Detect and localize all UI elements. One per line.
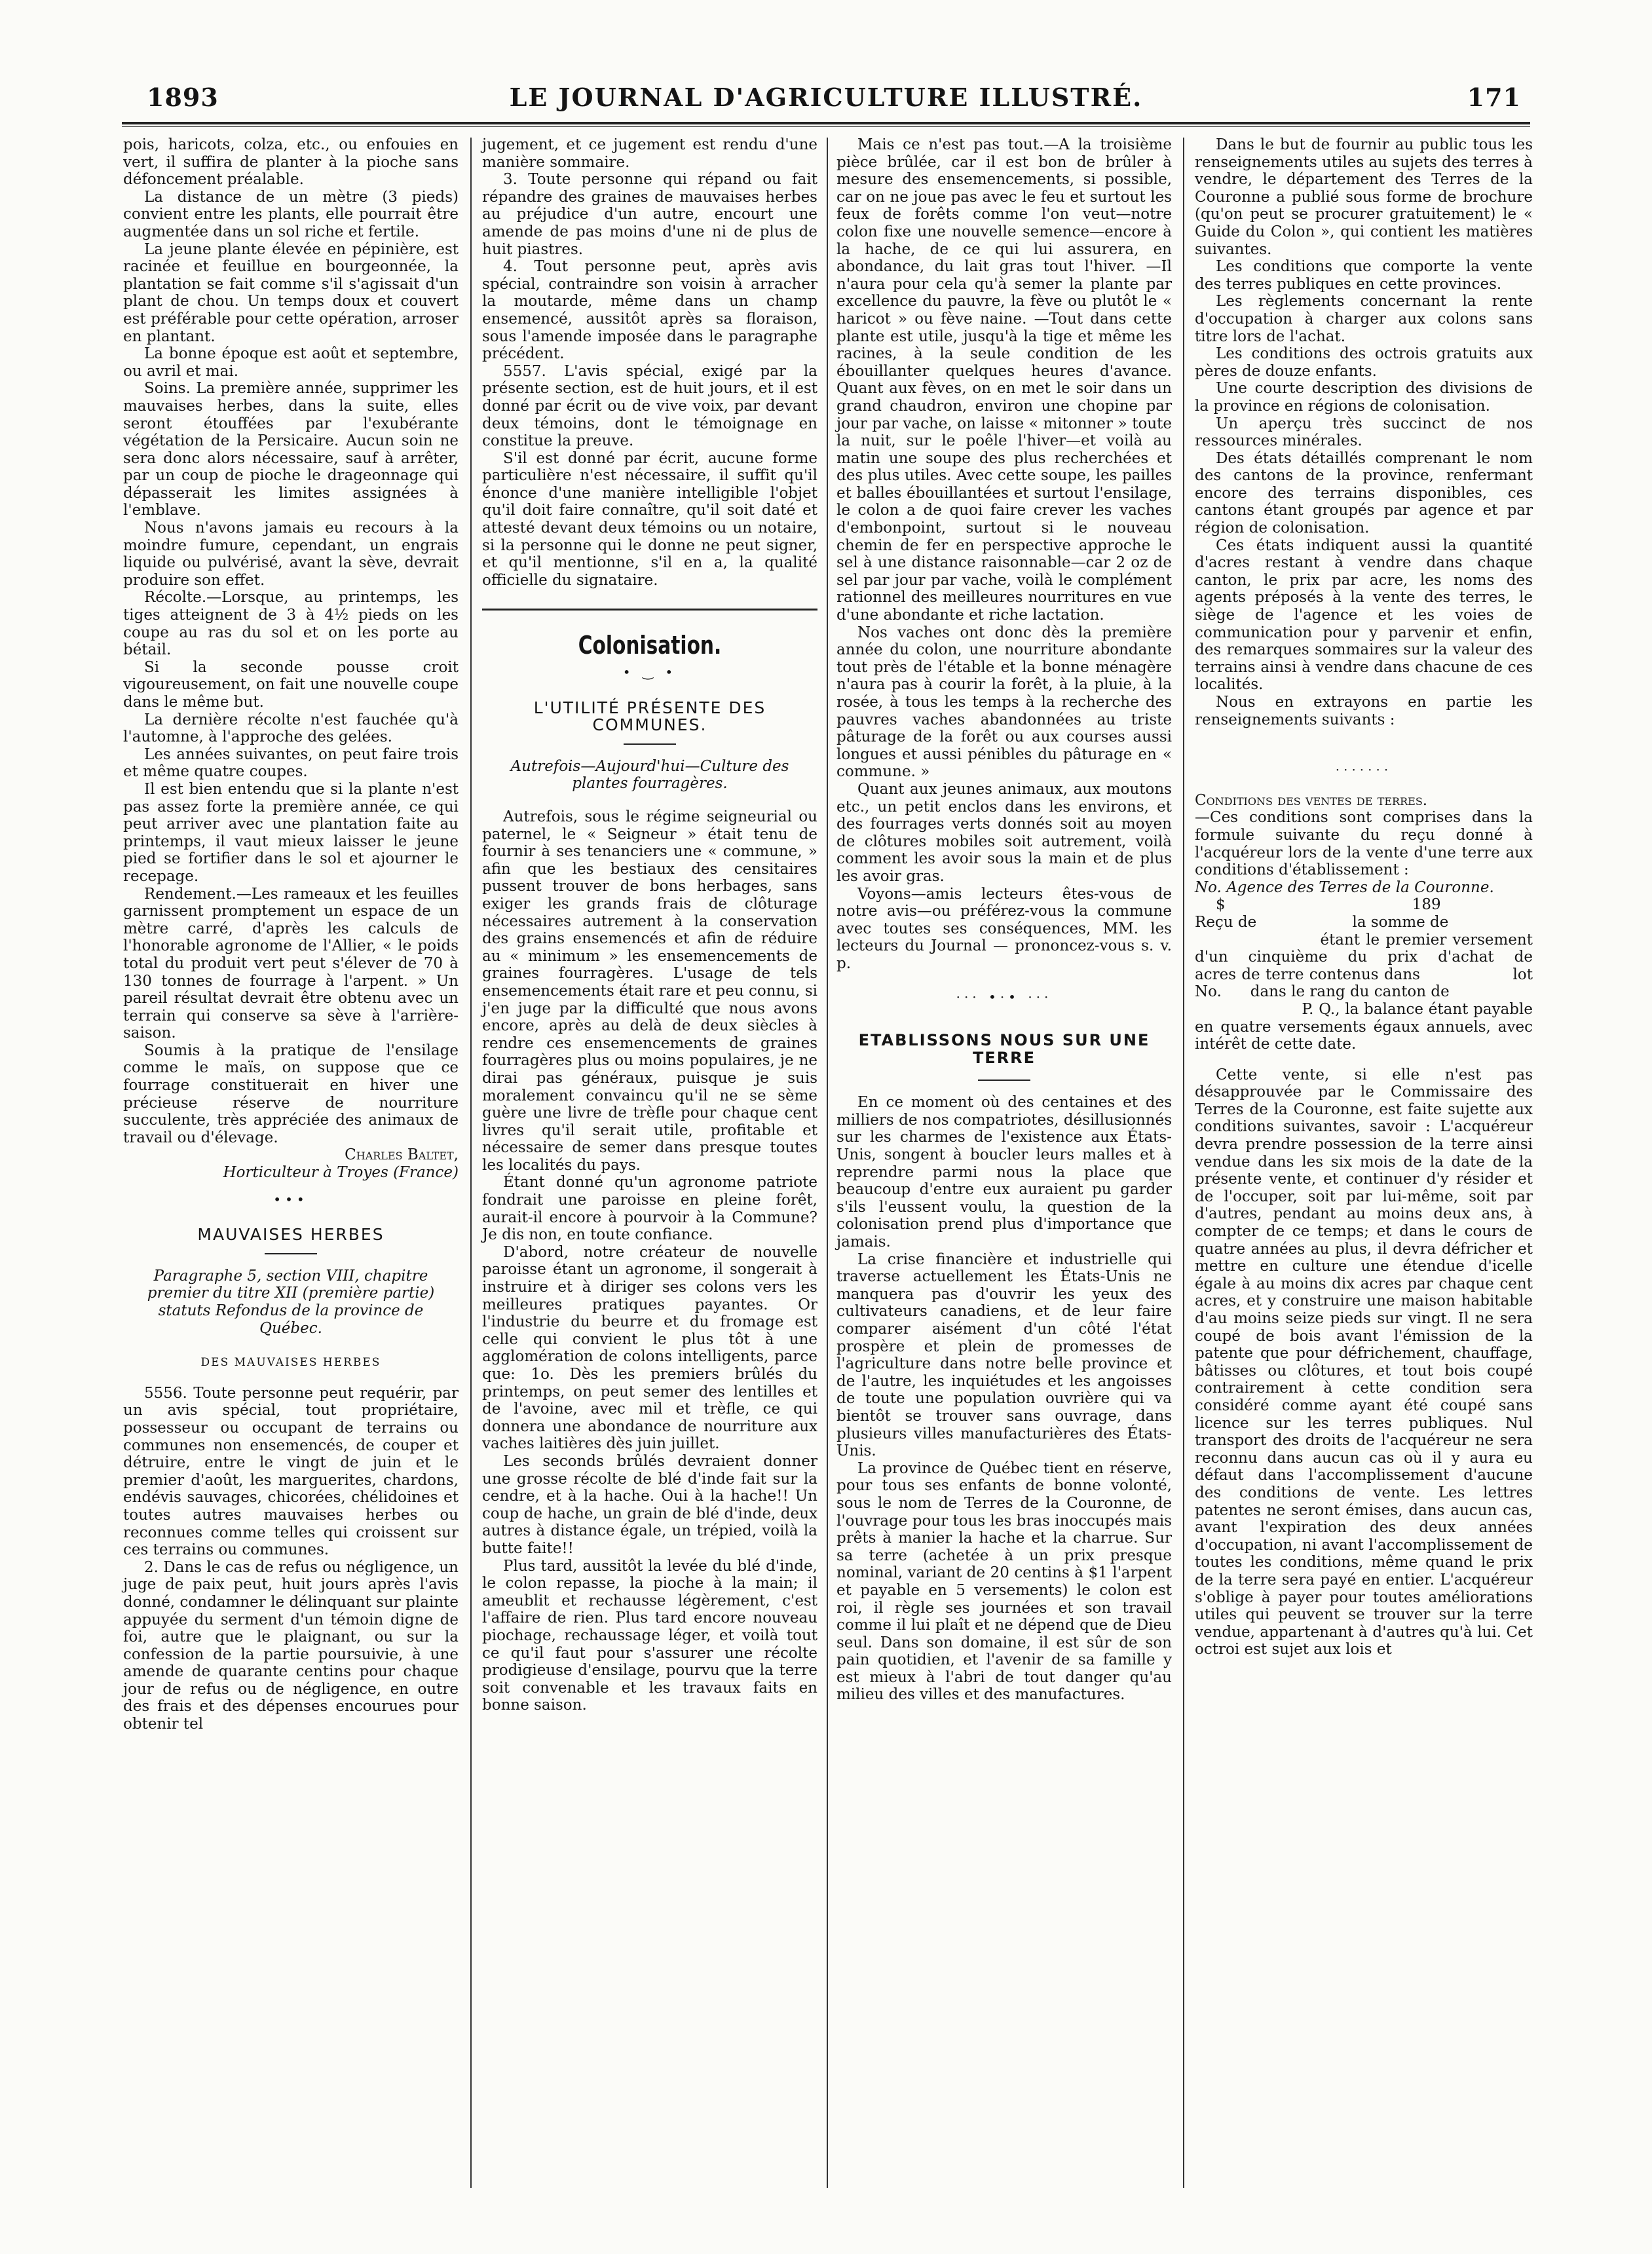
paragraph: Les conditions des octrois gratuits aux pères de douze enfants. [1195, 345, 1533, 380]
paragraph: Il est bien entendu que si la plante n'est pas assez forte la première année, ce qui peut arriver avec une plantation faite au printemps, il vaut mieux laisser le jeune pied se fortifier dans le sol et ajourner le recepage. [123, 780, 459, 885]
paragraph: 5556. Toute personne peut requérir, par un avis spécial, tout propriétaire, possesseur ou occupant de terrains ou communes non ensemencés, de couper et détruire, entre le vingt de juin et le premier d'août, les marguerites, chardons, endévis sauvages, chicorées, chélidoines et toutes autres mauvaises herbes ou reconnues comme telles qui croissent sur ces terrains ou communes. [123, 1384, 459, 1559]
paragraph: La jeune plante élevée en pépinière, est racinée et feuillue en bourgeonnée, la plantation se fait comme s'il s'agissait d'un plant de chou. Un temps doux et couvert est préférable pour cette opération, arroser en plantant. [123, 240, 459, 345]
paragraph: pois, haricots, colza, etc., ou enfouies en vert, il suffira de planter à la pioche sans défoncement préalable. [123, 136, 459, 189]
paragraph: La crise financière et industrielle qui traverse actuellement les États-Unis ne manquera pas d'ouvrir les yeux des cultivateurs canadiens, et de leur faire comparer aisément d'un côté l'état prospère et plein de promesses de l'agriculture dans notre belle province et de l'autre, les inquiétudes et les angoisses de toute une population ouvrière qui va bientôt se trouver sans ouvrage, dans plusieurs villes manufacturières des États-Unis. [836, 1250, 1172, 1460]
ornament-separator: ··· •·• ··· [956, 988, 1053, 1005]
paragraph: S'il est donné par écrit, aucune forme particulière n'est nécessaire, il suffit qu'il énonce d'une manière intelligible l'objet qu'il doit faire connaître, qu'il soit daté et attesté devant deux témoins ou un notaire, si la personne qui le donne ne peut signer, et qu'il mentionne, s'il en a, la qualité officielle du signataire. [482, 449, 817, 589]
paragraph: La bonne époque est août et septembre, ou avril et mai. [123, 345, 459, 380]
short-rule [978, 1080, 1030, 1081]
paragraph: Nos vaches ont donc dès la première année du colon, une nourriture abondante tout près de l'étable et la bonne ménagère n'aura pas à courir la forêt, à la pluie, à la rosée, à tous les temps à la recherche des pauvres vaches abandonnées au triste pâturage de la forêt ou aux courses aussi longues et aussi pénibles du pâturage en « commune. » [836, 624, 1172, 781]
paragraph: En ce moment où des centaines et des milliers de nos compatriotes, désillusionnés sur les charmes de l'existence aux États-Unis, songent à boucler leurs malles et à reprendre parmi nous la place que beaucoup d'entre eux auraient pu garder s'ils l'eussent voulu, la question de la colonisation prend plus d'importance que jamais. [836, 1094, 1172, 1251]
short-rule [624, 743, 676, 745]
ornament-separator: • ‿ • [622, 664, 677, 681]
article-title-etablissons: ETABLISSONS NOUS SUR UNE TERRE [858, 1031, 1150, 1067]
paragraph: Voyons—amis lecteurs êtes-vous de notre avis—ou préférez-vous la commune avec toutes ses conséquences, MM. les lecteurs du Journal — prononcez-vous s. v. p. [836, 885, 1172, 972]
column-divider-3 [1183, 138, 1184, 2188]
column-divider-2 [827, 138, 828, 2188]
paragraph: D'abord, notre créateur de nouvelle paroisse étant un agronome, il songerait à instruire et à diriger ses colons vers les meilleures pratiques payantes. Or l'industrie du beurre et du fromage est celle qui convient le plus tôt à une agglomération de colons intelligents, parce que: 1o. Dès les premiers brûlés du printemps, on peut semer des lentilles et de l'avoine, avec mil et trèfle, ce qui donnera une abondance de nourriture aux vaches laitières dès juin juillet. [482, 1243, 817, 1453]
paragraph: 3. Toute personne qui répand ou fait répandre des graines de mauvaises herbes au préjudice d'un autre, encourt une amende de pas moins d'une ni de plus de huit piastres. [482, 171, 817, 258]
column-divider-1 [470, 138, 472, 2188]
subheading-conditions: Conditions des ventes de terres. [1195, 791, 1428, 809]
paragraph: Récolte.—Lorsque, au printemps, les tiges atteignent de 3 à 4½ pieds on les coupe au ras du sol et on les porte au bétail. [123, 589, 459, 659]
form-amount-line: $ 189 [1216, 896, 1441, 914]
paragraph: Autrefois, sous le régime seigneurial ou paternel, le « Seigneur » était tenu de fournir à ses tenanciers une « commune, » afin que les bestiaux des censitaires pussent trouver de bons herbages, sans exiger les grands frais de clôturage nécessaires autrement à la conservation des grains ensemencés et afin de réduire au « minimum » les ensemencements de graines fourragères. L'usage de tels ensemencements était rare et peu connu, si j'en juge par la difficulté que nous avons encore, après au delà de deux siècles à rendre ces ensemencements de graines fourragères plus ou moins populaires, je ne dirai pas généraux, puisque je suis moralement convaincu qu'il ne se sème guère une livre de trèfle pour chaque cent livres qu'il serait utile, profitable et nécessaire de semer dans presque toutes les localités du pays. [482, 808, 817, 1174]
paragraph: La distance de un mètre (3 pieds) convient entre les plants, elle pourrait être augmentée dans un sol riche et fertile. [123, 188, 459, 240]
paragraph: Un aperçu très succinct de nos ressources minérales. [1195, 415, 1533, 450]
paragraph: Une courte description des divisions de la province en régions de colonisation. [1195, 380, 1533, 415]
paragraph: Si la seconde pousse croit vigoureusement, on fait une nouvelle coupe dans le même but. [123, 658, 459, 711]
paragraph: Nous n'avons jamais eu recours à la moindre fumure, cependant, un engrais liquide ou pulvérisé, avant la sève, devrait produire son effet. [123, 519, 459, 589]
ornament-separator: ••• [273, 1191, 309, 1207]
statute-reference: Paragraphe 5, section VIII, chapitre premier du titre XII (première partie) statuts Refondus de la province de Québec. [147, 1267, 435, 1337]
column-3 [836, 136, 1172, 2213]
paragraph: 5557. L'avis spécial, exigé par la présente section, est de huit jours, et il est donné par écrit ou de vive voix, par devant deux témoins, dont le témoignage en constitue la preuve. [482, 362, 817, 450]
header-rule [122, 122, 1530, 124]
paragraph: Les règlements concernant la rente d'occupation à charger aux colons sans titre lors de l'achat. [1195, 293, 1533, 345]
paragraph: 4. Tout personne peut, après avis spécial, contraindre son voisin à arracher la moutarde, même dans un champ ensemencé, aussitôt après sa floraison, sous l'amende imposée dans le paragraphe précédent. [482, 258, 817, 363]
paragraph: Soumis à la pratique de l'ensilage comme le maïs, on suppose que ce fourrage constituerait en hiver une précieuse réserve de nourriture succulente, très appréciée des animaux de travail ou d'élevage. [123, 1042, 459, 1146]
paragraph: Ces états indiquent aussi la quantité d'acres restant à vendre dans chaque canton, le prix par acre, les noms des agents préposés à la vente des terres, le siège de l'agence et les voies de communication pour y parvenir et enfin, des remarques sommaires sur la valeur des terrains ainsi à vendre dans chacune de ces localités. [1195, 536, 1533, 694]
signature-name: Charles Baltet, [345, 1146, 459, 1164]
short-rule [265, 1253, 317, 1254]
form-balance: P. Q., la balance étant payable en quatre versements égaux annuels, avec intérêt de cette date. [1195, 1000, 1538, 1053]
signature-place: Horticulteur à Troyes (France) [223, 1164, 459, 1182]
header-page-number: 171 [1467, 83, 1521, 112]
paragraph: Les conditions que comporte la vente des terres publiques en cette provinces. [1195, 258, 1533, 293]
paragraph: Rendement.—Les rameaux et les feuilles garnissent promptement un espace de un mètre carré, d'après les calculs de l'honorable agronome de l'Allier, « le poids total du produit vert peut s'élever de 70 à 130 tonnes de fourrage à l'arpent. » Un pareil résultat devrait être obtenu avec un terrain qui conserve sa sève à l'arrière-saison. [123, 885, 459, 1042]
paragraph: Des états détaillés comprenant le nom des cantons de la province, renfermant encore des terrains disponibles, ces cantons étant groupés par agence et par région de colonisation. [1195, 449, 1533, 537]
paragraph: Dans le but de fournir au public tous les renseignements utiles au sujets des terres à vendre, le département des Terres de la Couronne a publié sous forme de brochure (qu'on peut se procurer gratuitement) le « Guide du Colon », qui contient les matières suivantes. [1195, 136, 1533, 258]
column-4 [1195, 136, 1629, 2213]
paragraph: La province de Québec tient en réserve, pour tous ses enfants de bonne volonté, sous le nom de Terres de la Couronne, de l'ouvrage pour tous les bras inoccupés mais prêts à manier la hache et la charrue. Sur sa terre (achetée à un prix presque nominal, variant de 20 centins à $1 l'arpent et payable en 5 versements) le colon est roi, il règle ses journées et son travail comme il lui plaît et ne dépend que de Dieu seul. Dans son domaine, il est sûr de son pain quotidien, et l'avenir de sa famille y est mieux à l'abri de tout danger qu'au milieu des villes et des manufactures. [836, 1459, 1172, 1704]
paragraph: jugement, et ce jugement est rendu d'une manière sommaire. [482, 136, 817, 171]
header-rule-thin [122, 126, 1530, 127]
paragraph: Cette vente, si elle n'est pas désapprouvée par le Commissaire des Terres de la Couronne, est faite sujette aux conditions suivantes, savoir : L'acquéreur devra prendre possession de la terre ainsi vendue dans les six mois de la date de la présente vente, et continuer d'y résider et de l'occuper, soit par lui-même, soit par d'autres, pendant au moins deux ans, à compter de ce temps; et dans le cours de quatre années au plus, il devra défricher et mettre en culture une étendue d'icelle égale à au moins dix acres par chaque cent acres, et y construire une maison habitable d'au moins seize pieds sur vingt. Il ne sera coupé de bois avant l'émission de la patente que pour défrichement, chauffage, bâtisses ou clôtures, et tout bois coupé contrairement à cette condition sera considéré comme ayant été coupé sans licence sur les terres publiques. Nul transport des droits de l'acquéreur ne sera reconnu dans aucun cas où il y aura eu défaut dans l'accomplissement d'aucune des conditions de vente. Les lettres patentes ne seront émises, dans aucun cas, avant l'expiration des deux années d'occupation, ni avant l'accomplissement de toutes les conditions, même quand le prix de la terre sera payé en entier. L'acquéreur s'oblige à payer pour toutes améliorations utiles qui peuvent se trouver sur la terre vendue, appartenant à d'autres qu'à lui. Cet octroi est sujet aux lois et [1195, 1066, 1533, 1659]
paragraph: 2. Dans le cas de refus ou négligence, un juge de paix peut, huit jours après l'avis donné, condamner le délinquant sur plainte appuyée du serment d'un témoin digne de foi, autre que le plaignant, ou sur la confession de la partie poursuivie, à une amende de quarante centins pour chaque jour de refus ou de négligence, en outre des frais et des dépenses encourues pour obtenir tel [123, 1558, 459, 1733]
subheading: DES MAUVAISES HERBES [200, 1356, 381, 1370]
column-2 [482, 136, 817, 2213]
section-title-mauvaises-herbes: MAUVAISES HERBES [197, 1225, 385, 1245]
paragraph: Nous en extrayons en partie les renseignements suivants : [1195, 694, 1533, 728]
column-1 [123, 136, 459, 2213]
paragraph: La dernière récolte n'est fauchée qu'à l'automne, à l'approche des gelées. [123, 711, 459, 746]
ornament-separator: ······· [1335, 762, 1393, 778]
section-title-colonisation: Colonisation. [578, 631, 722, 660]
form-received-line: Reçu de la somme de [1195, 913, 1449, 931]
paragraph: Les années suivantes, on peut faire trois et même quatre coupes. [123, 745, 459, 781]
paragraph: —Ces conditions sont comprises dans la formule suivante du reçu donné à l'acquéreur lors de la vente d'une terre aux conditions d'établissement : [1195, 809, 1533, 879]
paragraph: Étant donné qu'un agronome patriote fondrait une paroisse en pleine forêt, aurait-il encore à pourvoir à la Commune? Je dis non, en toute confiance. [482, 1174, 817, 1244]
paragraph: Soins. La première année, supprimer les mauvaises herbes, dans la suite, elles seront étouffées par l'exubérante végétation de la Persicaire. Aucun soin ne sera donc alors nécessaire, sauf à arrêter, par un coup de pioche le drageonnage qui dépasserait les limites assignées à l'emblave. [123, 380, 459, 519]
article-subtitle: Autrefois—Aujourd'hui—Culture des plantes fourragères. [510, 757, 789, 793]
header-year: 1893 [147, 83, 219, 112]
form-body: étant le premier versement d'un cinquième du prix d'achat de acres de terre contenus dans lot No. dans le rang du canton de [1195, 931, 1629, 1001]
paragraph: Mais ce n'est pas tout.—A la troisième pièce brûlée, car il est bon de brûler à mesure des ensemencements, si possible, car on ne joue pas avec le feu et surtout les feux de forêts comme l'on veut—notre colon fixe une nouvelle semence—encore à la hache, de ce qui lui assurera, en abondance, du lait gras tout l'hiver. —Il n'aura pour cela qu'à semer la plante par excellence du pauvre, la fève ou plutôt le « haricot » ou fève naine. —Tout dans cette plante est utile, jusqu'à la tige et même les racines, à la seule condition de les ébouillanter quelques heures d'avance. Quant aux fèves, on en met le soir dans un grand chaudron, environ une chopine par jour par vache, on laisse « mitonner » toute la nuit, sur le poêle l'hiver—et voilà au matin une soupe des plus recherchées et des plus utiles. Avec cette soupe, les pailles et balles ébouillantées et surtout l'ensilage, le colon a de quoi faire crever les vaches d'embonpoint, surtout si le nouveau chemin de fer en perspective approche le sel à une distance raisonnable—car 2 oz de sel par jour par vache, voilà le complément rationnel des meilleures nourritures en vue d'une abondante et riche lactation. [836, 136, 1172, 624]
paragraph: Quant aux jeunes animaux, aux moutons etc., un petit enclos dans les environs, et des fourrages verts donnés soit au moyen de clôtures mobiles soit autrement, voilà comment les avoir sous la main et de plus les avoir gras. [836, 780, 1172, 885]
paragraph: Les seconds brûlés devraient donner une grosse récolte de blé d'inde fait sur la cendre, et à la hache. Oui à la hache!! Un coup de hache, un grain de blé d'inde, deux autres à distance égale, un trépied, voilà la butte faite!! [482, 1452, 817, 1557]
form-agency-line: No. Agence des Terres de la Couronne. [1195, 878, 1494, 896]
header-title: LE JOURNAL D'AGRICULTURE ILLUSTRÉ. [509, 83, 1143, 112]
article-title-communes: L'UTILITÉ PRÉSENTE DES COMMUNES. [533, 698, 766, 735]
section-rule [482, 609, 817, 610]
paragraph: Plus tard, aussitôt la levée du blé d'inde, le colon repasse, la pioche à la main; il ameublit et rechausse légèrement, c'est l'affaire de rien. Plus tard encore nouveau piochage, rechaussage léger, et voilà tout ce qu'il faut pour s'assurer une récolte prodigieuse d'ensilage, pourvu que la terre soit convenable et les travaux faits en bonne saison. [482, 1557, 817, 1714]
